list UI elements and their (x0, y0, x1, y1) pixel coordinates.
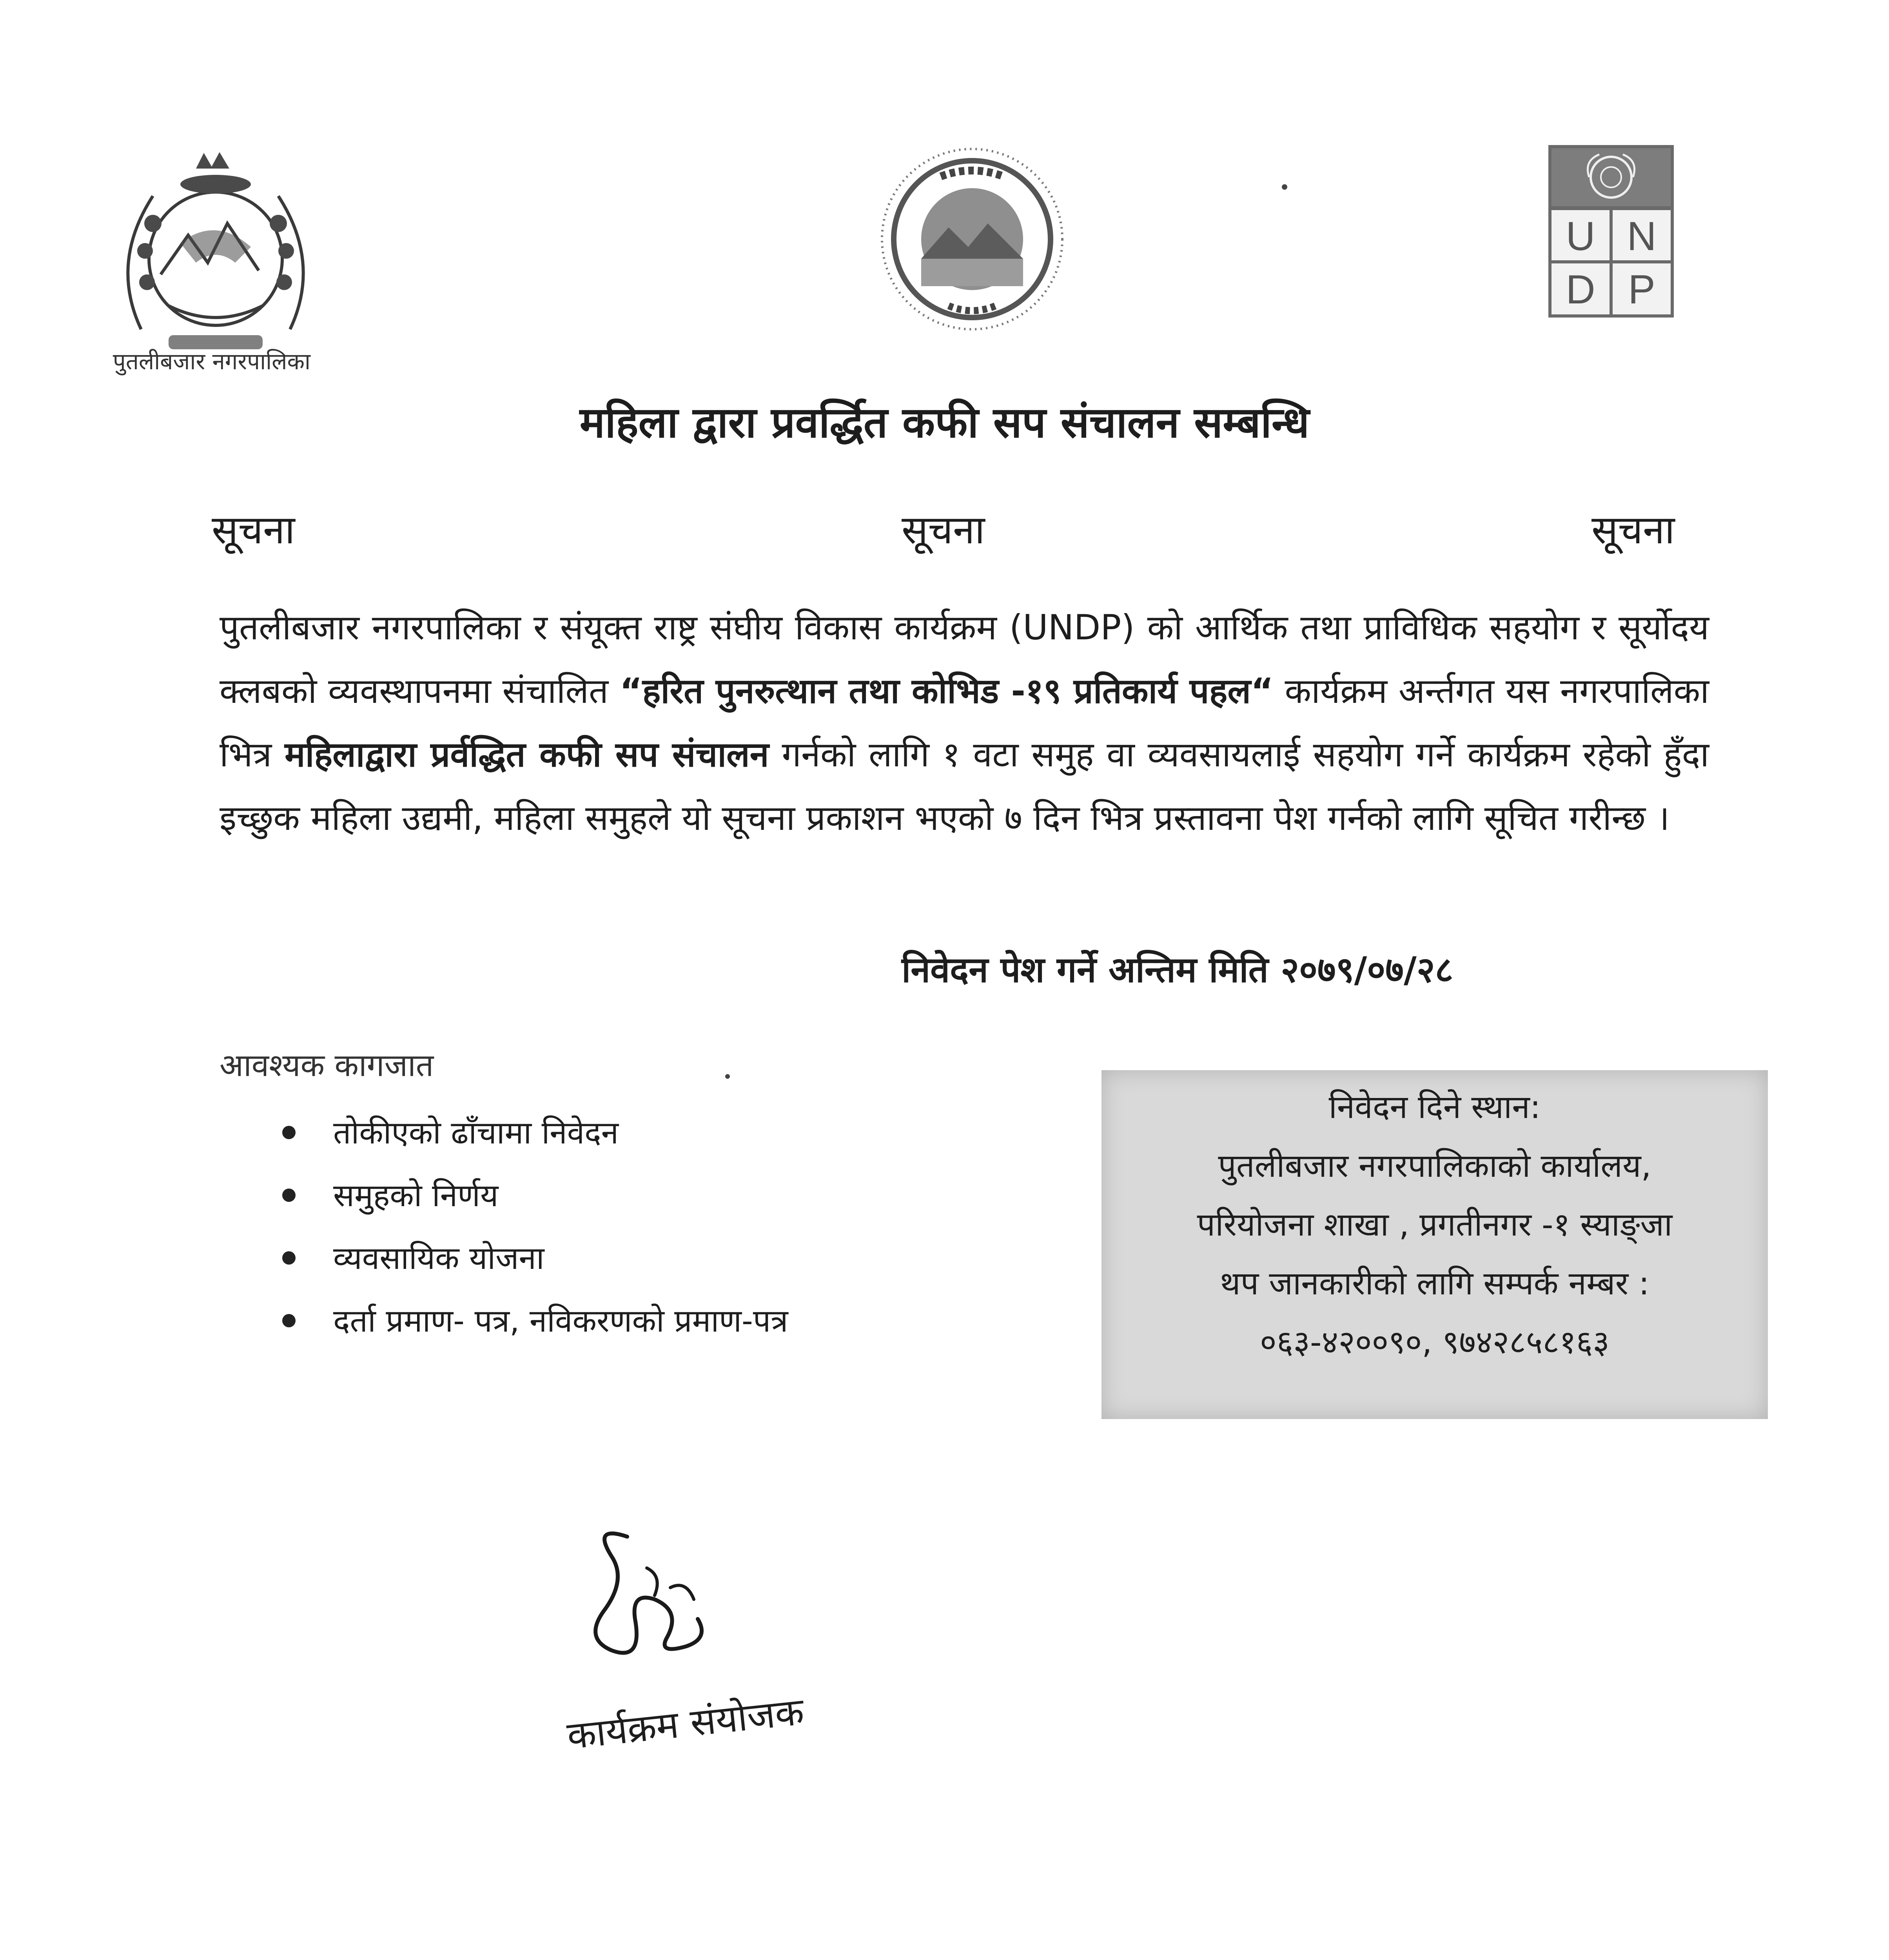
program-name: “हरित पुनरुत्थान तथा कोभिड -१९ प्रतिकार्य पहल“ (619, 671, 1274, 711)
bullet-icon (282, 1189, 296, 1202)
undp-logo (1548, 145, 1674, 318)
bullet-icon (282, 1251, 296, 1265)
municipality-logo-label: पुतलीबजार नगरपालिका (113, 348, 311, 375)
document-item-text: व्यवसायिक योजना (333, 1240, 544, 1276)
list-item (274, 1102, 788, 1164)
required-documents-list (274, 1102, 788, 1352)
notice-label-left: सूचना (212, 507, 295, 553)
application-place-box (1101, 1070, 1768, 1419)
undp-letter-p: P (1628, 267, 1655, 312)
place-line: थप जानकारीको लागि सम्पर्क नम्बर : (1220, 1265, 1649, 1302)
notice-label-right: सूचना (1591, 507, 1675, 553)
place-line: पुतलीबजार नगरपालिकाको कार्यालय, (1218, 1147, 1651, 1185)
signer-title: कार्यक्रम संयोजक (565, 1689, 806, 1758)
signature-icon (568, 1521, 725, 1686)
undp-letter-u: U (1566, 214, 1595, 259)
list-item (274, 1290, 788, 1352)
body-text-part3: गर्नको लागि १ वटा समुह वा व्यवसायलाई सहयोग गर्ने कार्यक्रम रहेको हुँदा इच्छुक महिला उद्यमी, महिला समुहले यो सूचना प्रकाशन भएको ७ दिन भित्र प्रस्तावना पेश गर्नको लागि सूचित गरीन्छ । (220, 734, 1709, 838)
bullet-icon (282, 1126, 296, 1139)
nepal-government-emblem-logo (94, 145, 337, 372)
club-seal-logo (862, 141, 1082, 337)
contact-numbers: ०६३-४२००९०, ९७४२८५८१६३ (1260, 1324, 1610, 1361)
list-item (274, 1227, 788, 1290)
document-item-text: दर्ता प्रमाण- पत्र, नविकरणको प्रमाण-पत्र (333, 1303, 788, 1339)
place-line: निवेदन दिने स्थान: (1328, 1089, 1541, 1126)
place-line: परियोजना शाखा , प्रगतीनगर -१ स्याङ्जा (1197, 1206, 1673, 1243)
required-documents-heading: आवश्यक कागजात (220, 1047, 434, 1083)
undp-letter-n: N (1627, 214, 1657, 259)
bullet-icon (282, 1314, 296, 1327)
body-text-part2: कार्यक्रम अर्न्तगत यस नगरपालिका भित्र (220, 671, 1709, 775)
application-deadline: निवेदन पेश गर्ने अन्तिम मिति २०७९/०७/२८ (902, 949, 1453, 991)
undp-letter-d: D (1566, 267, 1595, 312)
highlighted-program: महिलाद्वारा प्रर्वद्धित कफी सप संचालन (285, 734, 769, 775)
list-item (274, 1164, 788, 1227)
body-text-part1: पुतलीबजार नगरपालिका र संयूक्त राष्ट्र संघीय विकास कार्यक्रम (UNDP) को आर्थिक तथा प्राविधिक सहयोग र सूर्योदय क्लबको व्यवस्थापनमा संचालित (220, 607, 1709, 711)
notice-body-paragraph (220, 596, 1709, 850)
scan-speck (1282, 184, 1287, 190)
document-item-text: समुहको निर्णय (333, 1177, 499, 1214)
scan-speck (725, 1074, 730, 1079)
document-item-text: तोकीएको ढाँचामा निवेदन (333, 1114, 619, 1151)
document-title: महिला द्वारा प्रवर्द्धित कफी सप संचालन सम्बन्धि (579, 398, 1310, 447)
notice-label-center: सूचना (902, 507, 985, 553)
